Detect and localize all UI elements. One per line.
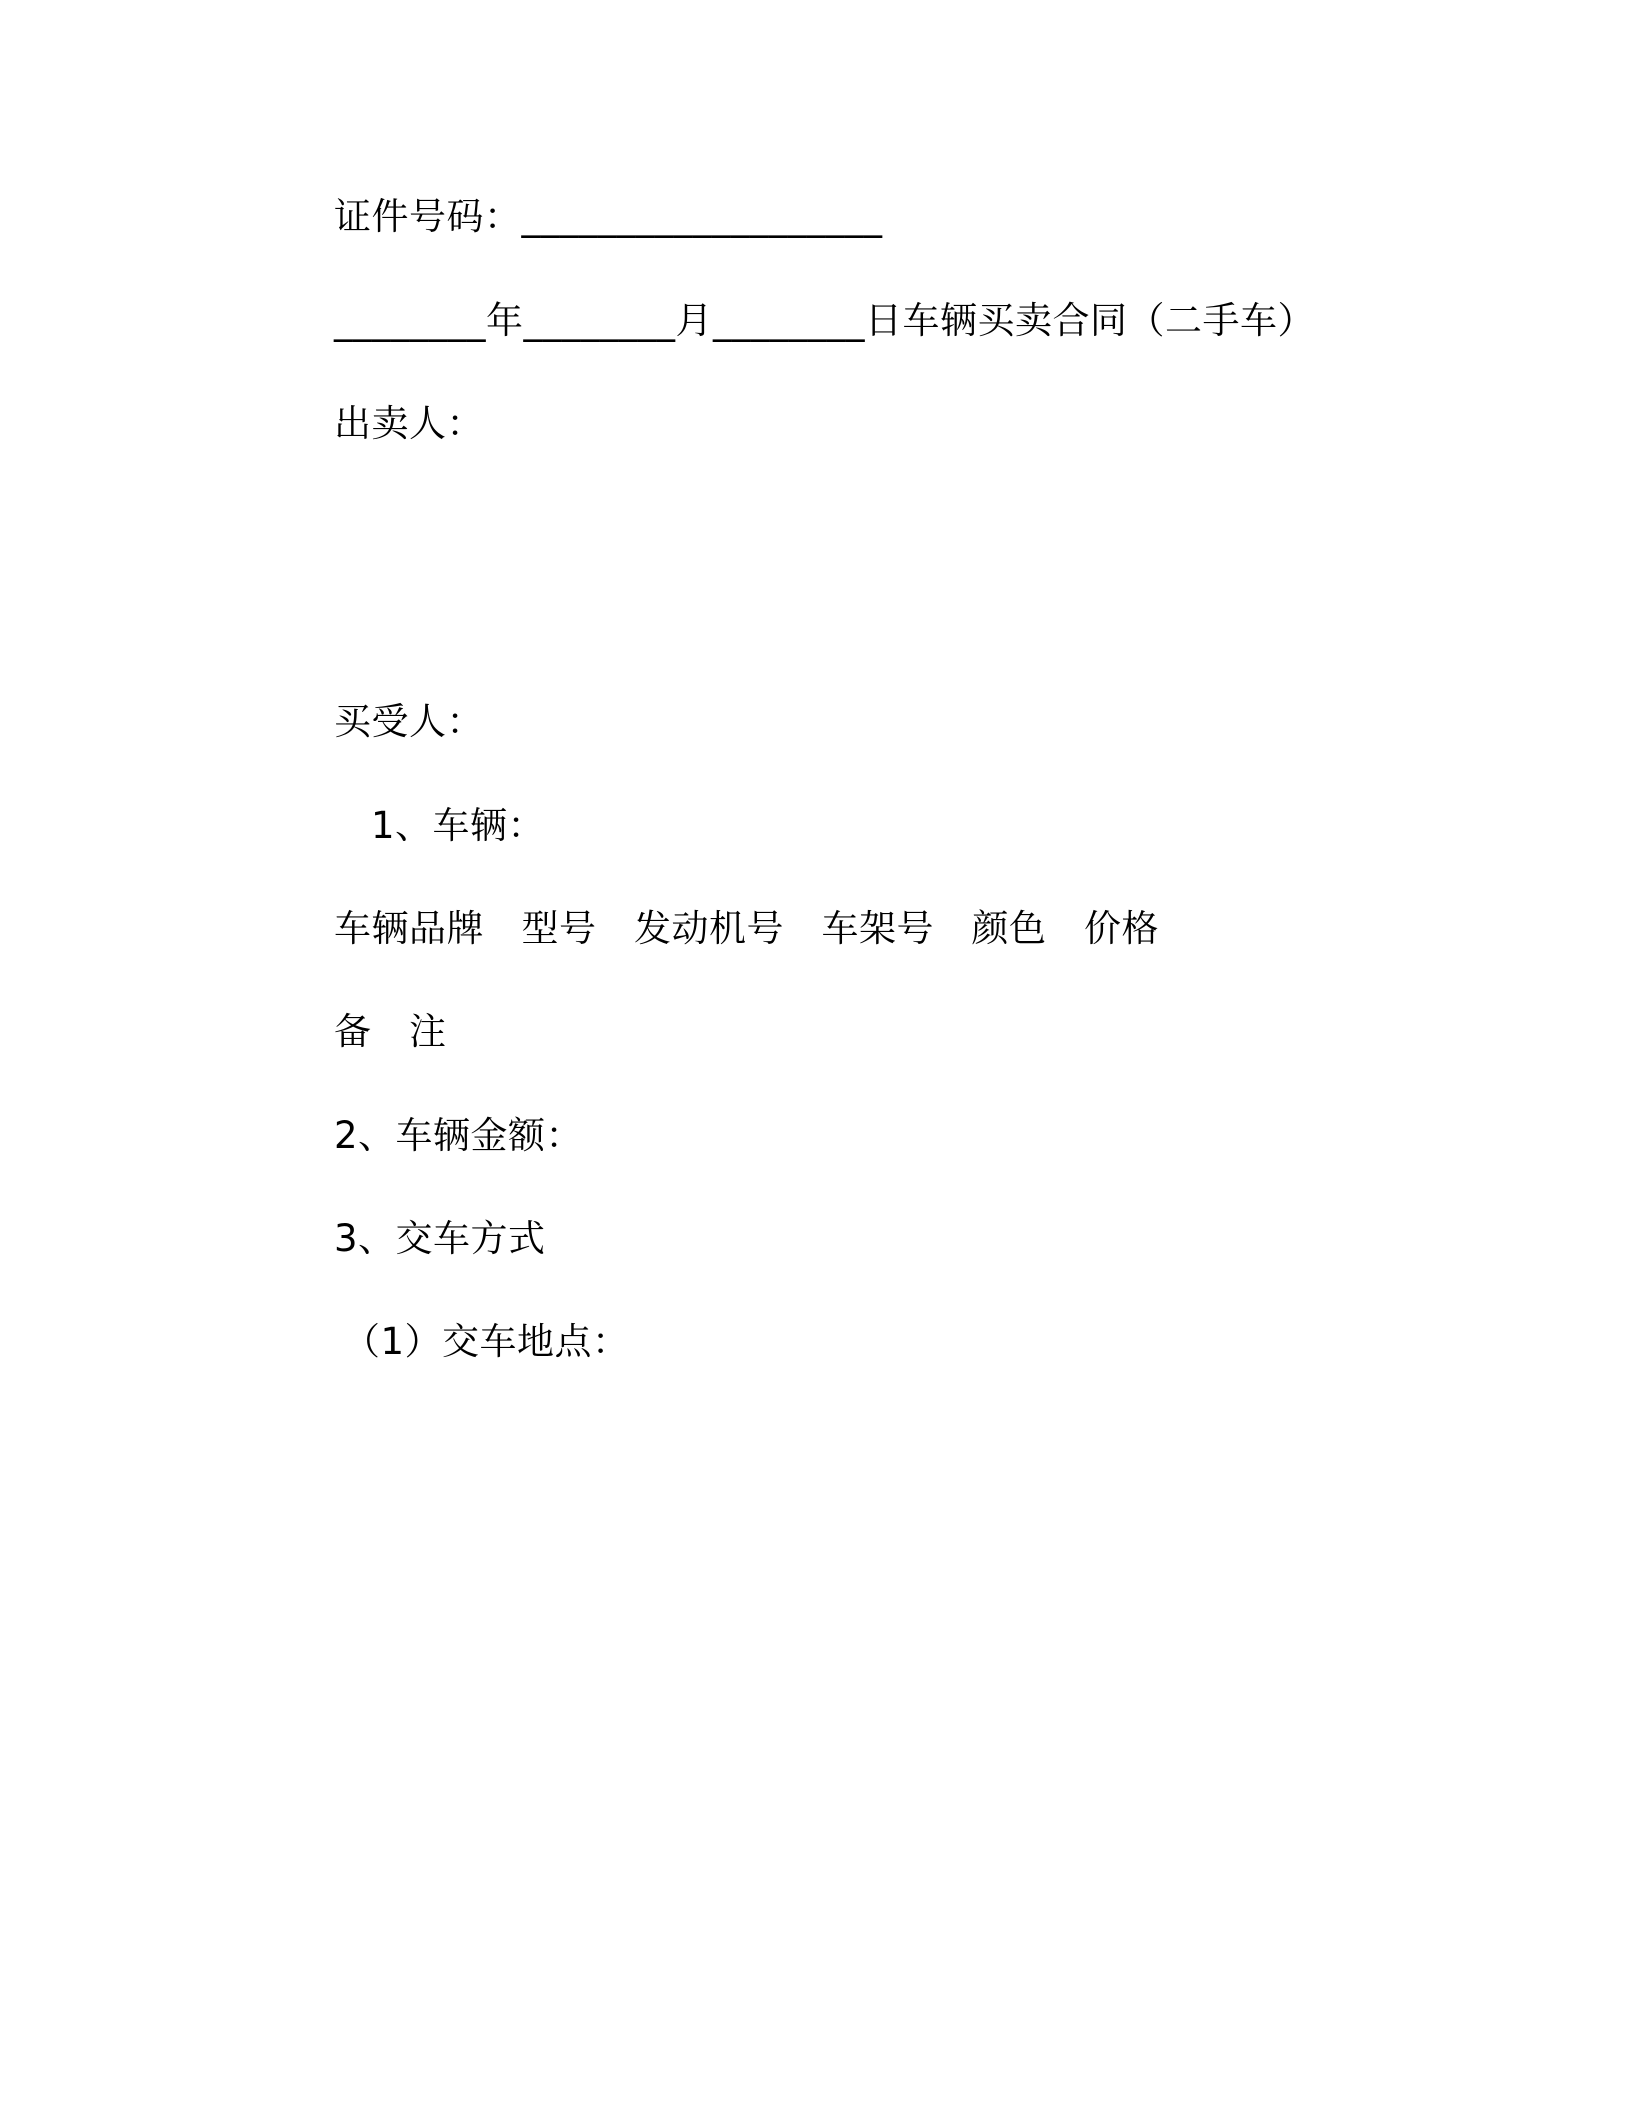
- id-number-line: 证件号码：___________________: [334, 195, 883, 238]
- vehicle-columns-header: 车辆品牌 型号 发动机号 车架号 颜色 价格: [334, 907, 1159, 950]
- contract-title-line: ________年________月________日车辆买卖合同（二手车）: [334, 299, 1315, 342]
- section-1-vehicle: 1、车辆：: [371, 804, 546, 847]
- subsection-3-1-location: （1）交车地点：: [343, 1320, 630, 1363]
- section-3-delivery: 3、交车方式: [334, 1217, 546, 1260]
- remarks-label: 备 注: [334, 1010, 447, 1053]
- buyer-label: 买受人：: [334, 700, 484, 743]
- section-2-amount: 2、车辆金额：: [334, 1114, 584, 1157]
- seller-label: 出卖人：: [334, 402, 484, 445]
